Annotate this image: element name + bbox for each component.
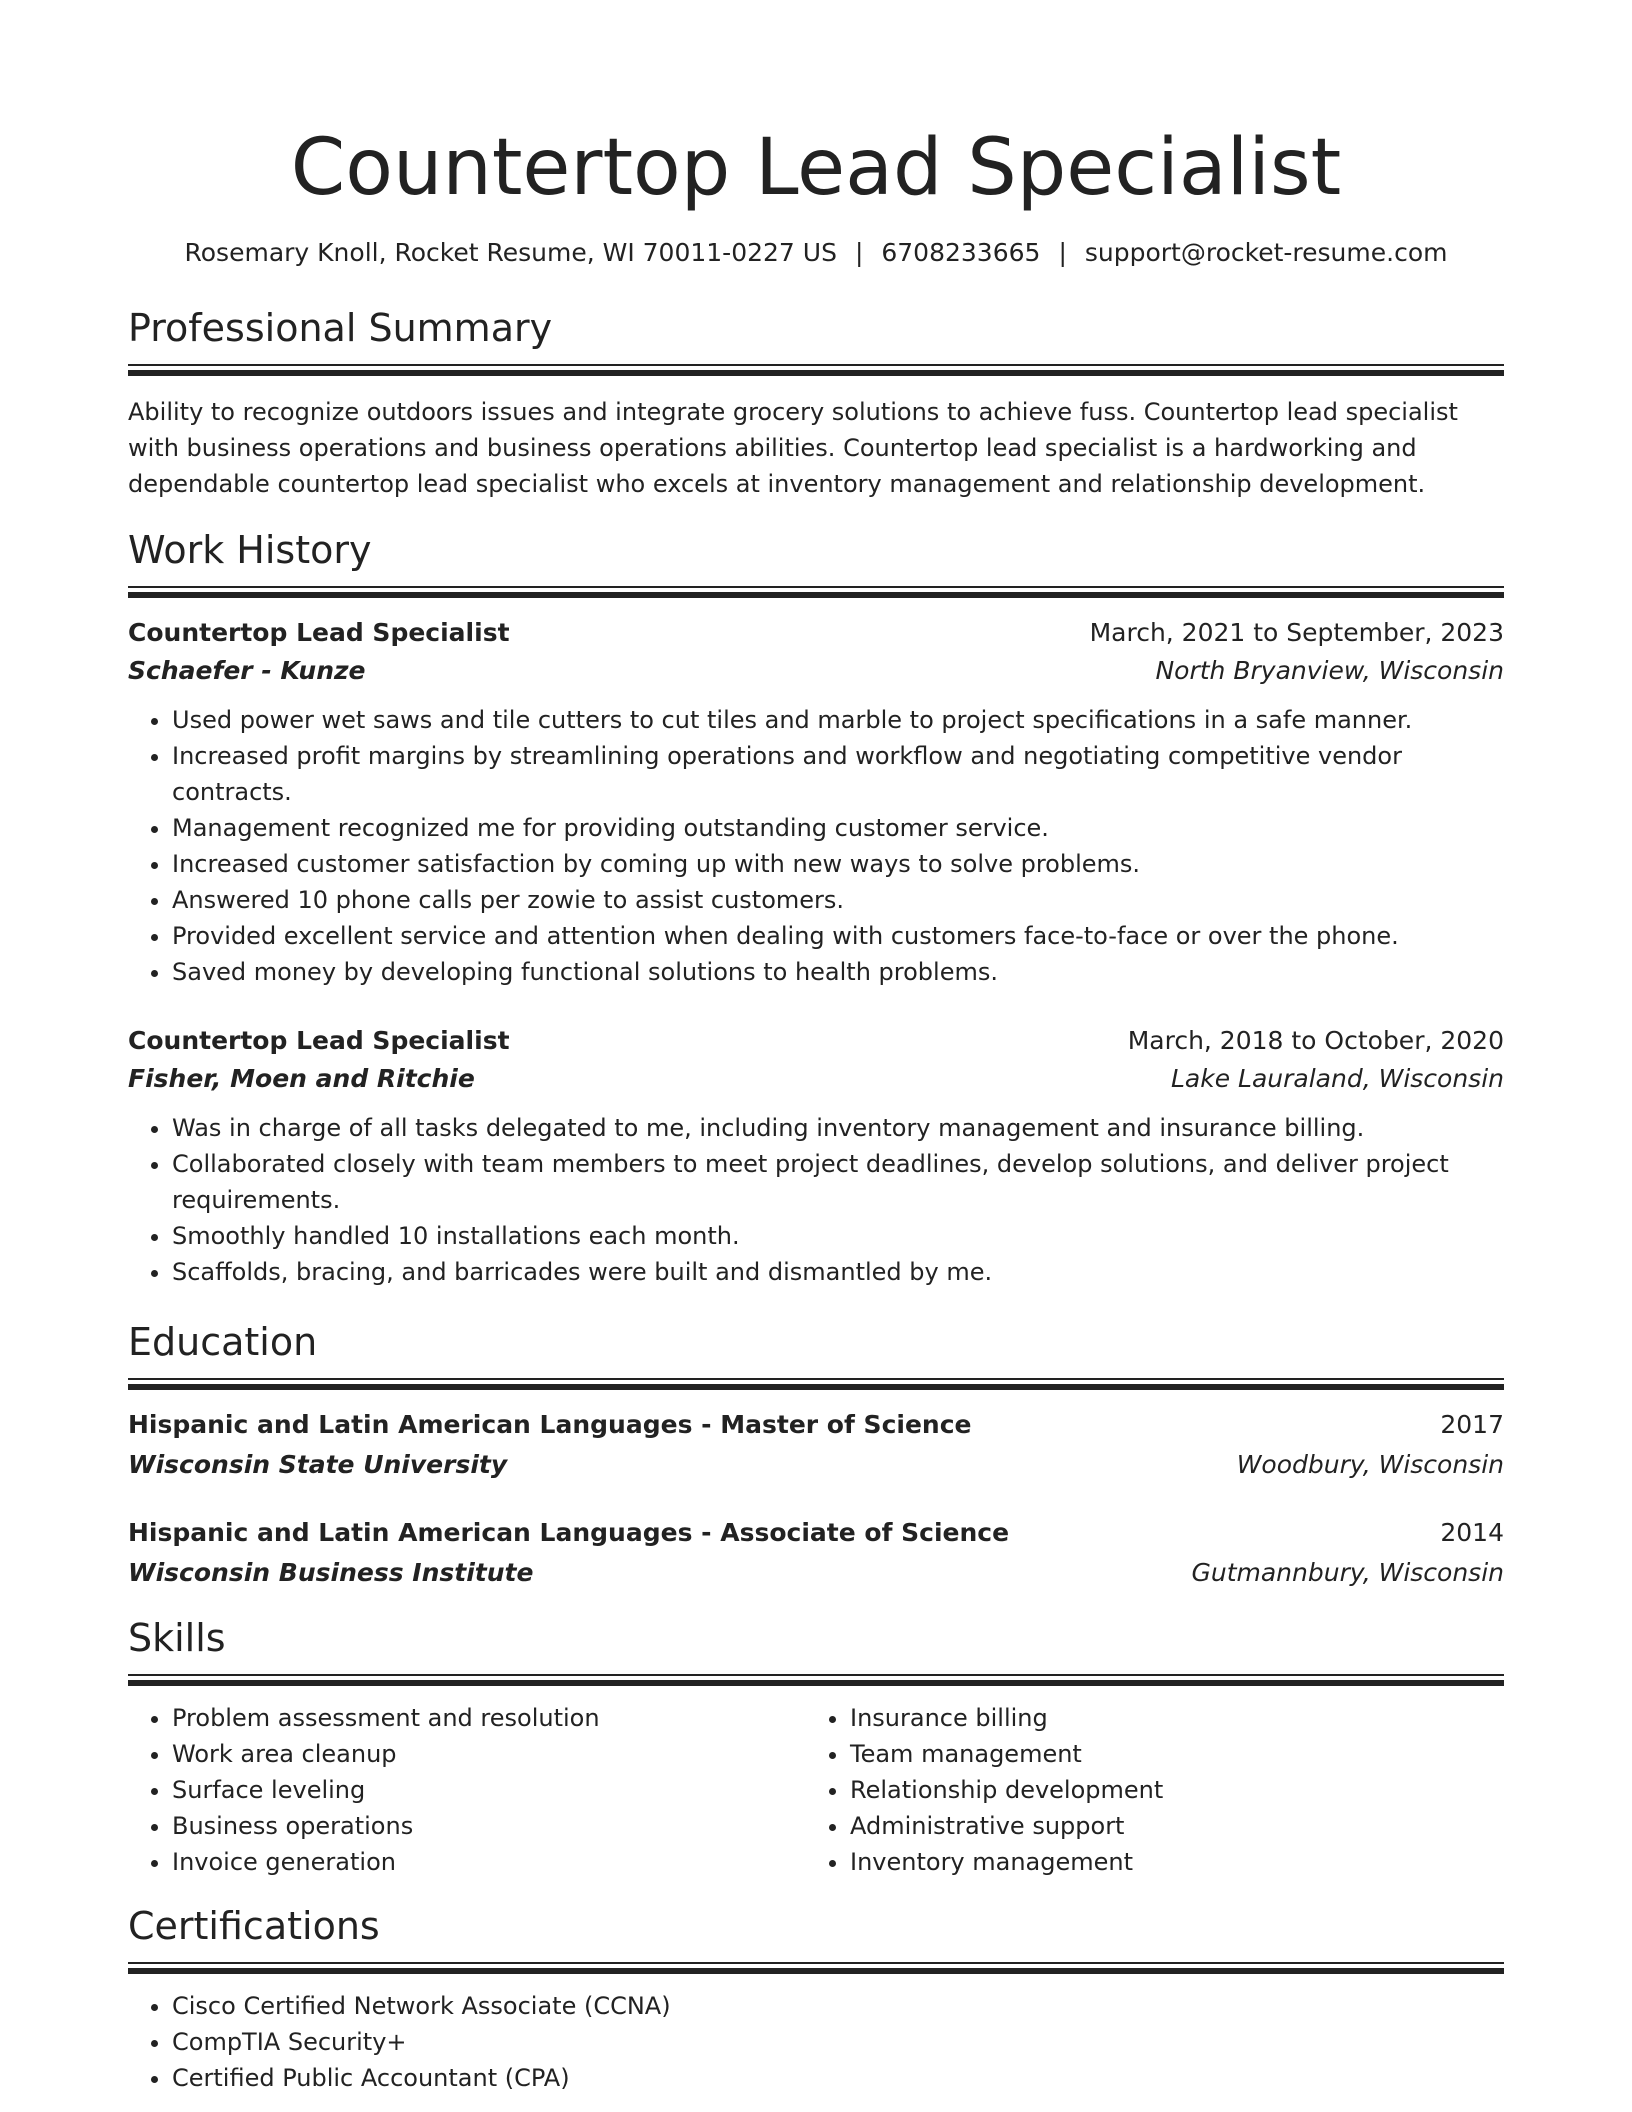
contact-separator: | bbox=[854, 238, 864, 267]
job-company: Fisher, Moen and Ritchie bbox=[128, 1064, 475, 1093]
skill-item: • Surface leveling bbox=[172, 1772, 806, 1808]
list-item: • Answered 10 phone calls per zowie to assist customers. bbox=[172, 882, 1504, 918]
education-school: Wisconsin State University bbox=[128, 1450, 508, 1479]
certification-item: • CompTIA Security+ bbox=[172, 2024, 1504, 2060]
section-divider bbox=[128, 1674, 1504, 1686]
education-degree: Hispanic and Latin American Languages - Associate of Science bbox=[128, 1518, 1010, 1547]
certification-item: • Cisco Certified Network Associate (CCNA) bbox=[172, 1988, 1504, 2024]
skills-grid bbox=[128, 1700, 1504, 1880]
list-item: • Management recognized me for providing outstanding customer service. bbox=[172, 810, 1504, 846]
job-company: Schaefer - Kunze bbox=[128, 656, 366, 685]
section-divider bbox=[128, 364, 1504, 376]
section-heading-education: Education bbox=[128, 1320, 318, 1364]
list-item: • Was in charge of all tasks delegated to me, including inventory management and insurance billing. bbox=[172, 1110, 1504, 1146]
skill-item: • Work area cleanup bbox=[172, 1736, 806, 1772]
section-heading-certifications: Certifications bbox=[128, 1904, 380, 1948]
resume-page bbox=[128, 0, 1504, 2096]
skills-section bbox=[128, 1614, 1504, 1880]
work-section bbox=[128, 526, 1504, 1290]
section-divider bbox=[128, 1962, 1504, 1974]
contact-email: support@rocket-resume.com bbox=[1084, 238, 1448, 267]
education-location: Gutmannbury, Wisconsin bbox=[1191, 1558, 1504, 1587]
job-title: Countertop Lead Specialist bbox=[128, 618, 510, 647]
list-item: • Provided excellent service and attention when dealing with customers face-to-face or over the phone. bbox=[172, 918, 1504, 954]
education-degree: Hispanic and Latin American Languages - Master of Science bbox=[128, 1410, 972, 1439]
skill-item: • Team management bbox=[850, 1736, 1504, 1772]
skill-item: • Insurance billing bbox=[850, 1700, 1504, 1736]
list-item: • Increased profit margins by streamlining operations and workflow and negotiating competitive vendor contracts. bbox=[172, 738, 1504, 810]
education-entry bbox=[128, 1406, 1504, 1484]
job-location: Lake Lauraland, Wisconsin bbox=[1170, 1064, 1504, 1093]
section-heading-skills: Skills bbox=[128, 1616, 226, 1660]
contact-address: Rosemary Knoll, Rocket Resume, WI 70011-0227 US bbox=[184, 238, 837, 267]
contact-phone: 6708233665 bbox=[881, 238, 1041, 267]
job-dates: March, 2018 to October, 2020 bbox=[1127, 1026, 1504, 1055]
summary-text: Ability to recognize outdoors issues and integrate grocery solutions to achieve fuss. Countertop lead specialist with business operations and business operations abilities. Countertop lead specialist is a hardworking and dependable countertop lead specialist who excels at inventory management and relationship development. bbox=[128, 398, 1458, 498]
job-location: North Bryanview, Wisconsin bbox=[1155, 656, 1504, 685]
list-item: • Smoothly handled 10 installations each month. bbox=[172, 1218, 1504, 1254]
job-dates: March, 2021 to September, 2023 bbox=[1089, 618, 1504, 647]
job-bullets bbox=[128, 702, 1504, 990]
education-school: Wisconsin Business Institute bbox=[128, 1558, 534, 1587]
education-year: 2017 bbox=[1440, 1410, 1504, 1439]
skills-column-left bbox=[128, 1700, 806, 1880]
skill-item: • Inventory management bbox=[850, 1844, 1504, 1880]
job-entry bbox=[128, 1022, 1504, 1290]
list-item: • Increased customer satisfaction by coming up with new ways to solve problems. bbox=[172, 846, 1504, 882]
contact-line bbox=[128, 236, 1504, 270]
job-bullets bbox=[128, 1110, 1504, 1290]
section-heading-work: Work History bbox=[128, 528, 372, 572]
skill-item: • Invoice generation bbox=[172, 1844, 806, 1880]
education-entry bbox=[128, 1514, 1504, 1592]
list-item: • Collaborated closely with team members to meet project deadlines, develop solutions, and deliver project requirements. bbox=[172, 1146, 1504, 1218]
skills-column-right bbox=[806, 1700, 1504, 1880]
resume-title: Countertop Lead Specialist bbox=[290, 123, 1342, 213]
certification-list bbox=[128, 1988, 1504, 2096]
section-divider bbox=[128, 586, 1504, 598]
section-divider bbox=[128, 1378, 1504, 1390]
certifications-section bbox=[128, 1902, 1504, 2096]
education-location: Woodbury, Wisconsin bbox=[1236, 1450, 1504, 1479]
contact-separator: | bbox=[1058, 238, 1067, 267]
education-year: 2014 bbox=[1440, 1518, 1504, 1547]
skill-item: • Administrative support bbox=[850, 1808, 1504, 1844]
section-heading-summary: Professional Summary bbox=[128, 306, 553, 350]
education-section bbox=[128, 1318, 1504, 1592]
summary-section bbox=[128, 304, 1504, 502]
skill-item: • Business operations bbox=[172, 1808, 806, 1844]
job-entry bbox=[128, 614, 1504, 990]
list-item: • Saved money by developing functional solutions to health problems. bbox=[172, 954, 1504, 990]
job-title: Countertop Lead Specialist bbox=[128, 1026, 510, 1055]
certification-item: • Certified Public Accountant (CPA) bbox=[172, 2060, 1504, 2096]
list-item: • Used power wet saws and tile cutters to cut tiles and marble to project specifications in a safe manner. bbox=[172, 702, 1504, 738]
skill-item: • Problem assessment and resolution bbox=[172, 1700, 806, 1736]
list-item: • Scaffolds, bracing, and barricades were built and dismantled by me. bbox=[172, 1254, 1504, 1290]
skill-item: • Relationship development bbox=[850, 1772, 1504, 1808]
